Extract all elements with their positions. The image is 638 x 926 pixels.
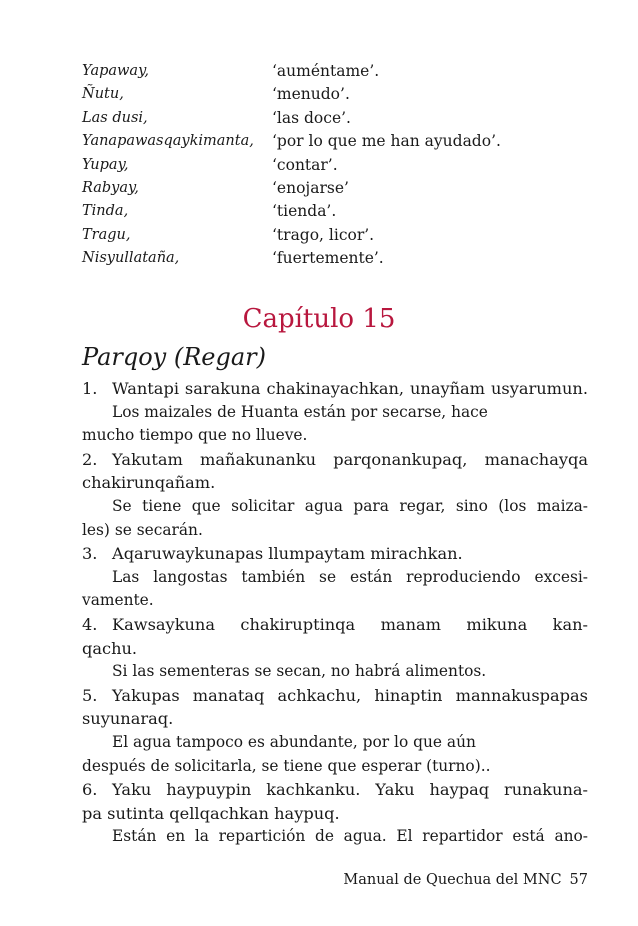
vocab-gloss: ‘enojarse’ — [272, 178, 349, 197]
translation-line: Si las sementeras se secan, no habrá alimentos. — [112, 662, 487, 681]
lesson-title: Parqoy (Regar) — [82, 343, 266, 371]
item-number: 3. — [82, 544, 98, 564]
item-number: 4. — [82, 614, 98, 634]
item-number: 1. — [82, 379, 98, 398]
item-number: 2. — [82, 449, 98, 469]
vocab-term: Ñutu, — [82, 86, 124, 103]
translation-line: después de solicitarla, se tiene que esperar (turno).. — [82, 756, 491, 775]
vocab-term: Las dusi, — [82, 109, 148, 126]
vocab-gloss: ‘fuertemente’. — [272, 249, 384, 268]
quechua-line — [82, 684, 588, 708]
vocab-row — [82, 247, 602, 270]
vocab-term: Yupay, — [82, 156, 129, 173]
vocab-gloss: ‘tienda’. — [272, 202, 337, 221]
line-text: Yakutam mañakunanku parqonankupaq, manachayqa — [112, 449, 588, 469]
quechua-line: chakirunqañam. — [82, 473, 216, 493]
quechua-line: suyunaraq. — [82, 709, 174, 729]
quechua-line: pa sutinta qellqachkan haypuq. — [82, 803, 340, 823]
page-number: 57 — [569, 872, 588, 888]
vocab-row — [82, 130, 602, 153]
vocab-term: Nisyullataña, — [82, 250, 180, 267]
vocab-term: Yanapawasqaykimanta, — [82, 133, 254, 150]
lesson-body — [82, 377, 588, 849]
translation-line: les) se secarán. — [82, 520, 203, 539]
vocab-term: Yapaway, — [82, 63, 149, 79]
chapter-title: Capítulo 15 — [242, 304, 396, 334]
vocab-row — [82, 83, 602, 106]
vocab-row — [82, 60, 602, 83]
line-text: Kawsaykuna chakiruptinqa manam mikuna kan- — [112, 614, 588, 634]
vocab-term: Rabyay, — [82, 179, 139, 196]
translation-line: vamente. — [82, 591, 154, 610]
vocab-gloss: ‘trago, licor’. — [272, 225, 375, 244]
vocab-term: Tragu, — [82, 226, 131, 243]
quechua-line — [82, 377, 588, 401]
vocabulary-list — [82, 60, 602, 271]
vocab-row — [82, 154, 602, 177]
page-footer — [343, 870, 588, 890]
footer-title: Manual de Quechua del MNC — [343, 872, 562, 888]
translation-line: Se tiene que solicitar agua para regar, sino (los maiza- — [112, 496, 588, 515]
translation-line: Los maizales de Huanta están por secarse, hace — [112, 402, 488, 421]
vocab-gloss: ‘por lo que me han ayudado’. — [272, 132, 501, 151]
vocab-gloss: ‘contar’. — [272, 155, 338, 174]
vocab-gloss: ‘las doce’. — [272, 108, 351, 127]
quechua-line: qachu. — [82, 638, 138, 658]
quechua-line — [82, 613, 588, 637]
vocab-row — [82, 107, 602, 130]
translation-line: Las langostas también se están reproduciendo excesi- — [112, 567, 588, 586]
quechua-line — [82, 778, 588, 802]
vocab-row — [82, 200, 602, 223]
quechua-line — [82, 448, 588, 472]
item-number: 6. — [82, 780, 98, 800]
line-text: Wantapi sarakuna chakinayachkan, unayñam usyarumun. — [112, 379, 588, 398]
vocab-gloss: ‘menudo’. — [272, 85, 350, 104]
line-text: Aqaruwaykunapas llumpaytam mirachkan. — [112, 544, 463, 564]
vocab-row — [82, 224, 602, 247]
vocab-term: Tinda, — [82, 203, 129, 220]
line-text: Yakupas manataq achkachu, hinaptin mannakuspapas — [112, 685, 588, 705]
vocab-row — [82, 177, 602, 200]
line-text: Yaku haypuypin kachkanku. Yaku haypaq runakuna- — [112, 780, 588, 800]
quechua-line — [82, 542, 588, 566]
translation-line: El agua tampoco es abundante, por lo que aún — [112, 732, 476, 751]
vocab-gloss: ‘auméntame’. — [272, 62, 380, 80]
item-number: 5. — [82, 685, 98, 705]
translation-line: mucho tiempo que no llueve. — [82, 426, 308, 445]
translation-line: Están en la repartición de agua. El repartidor está ano- — [112, 827, 588, 846]
